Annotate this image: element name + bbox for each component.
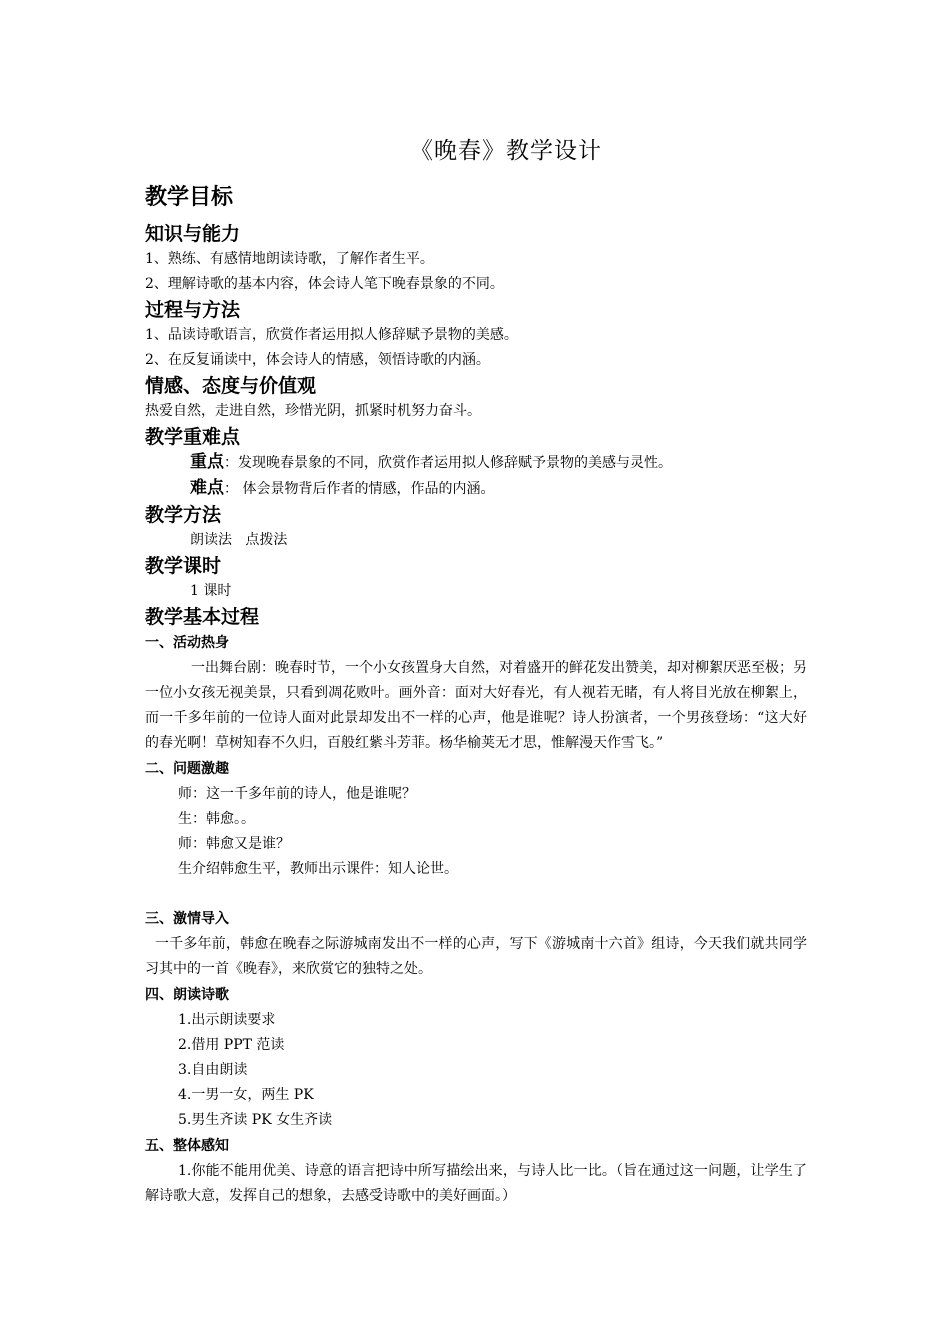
process-method-item: 1、品读诗歌语言，欣赏作者运用拟人修辞赋予景物的美感。 <box>145 327 518 343</box>
document-title: 《晚春》教学设计 <box>410 138 602 164</box>
section-heading: 五、整体感知 <box>145 1138 229 1154</box>
section-paragraph: 一千多年前，韩愈在晚春之际游城南发出不一样的心声，写下《游城南十六首》组诗，今天我们就共同学习其中的一首《晚春》，来欣赏它的独特之处。 <box>145 936 807 977</box>
keypoints-heading: 教学重难点 <box>145 426 241 448</box>
document-content <box>145 132 807 1209</box>
dialog-line: 师：韩愈又是谁？ <box>178 836 290 852</box>
dialog-line: 生：韩愈。。 <box>178 811 255 827</box>
method-text: 朗读法 点拨法 <box>190 532 288 548</box>
process-method-heading: 过程与方法 <box>145 299 241 321</box>
reading-step: 3.自由朗读 <box>178 1062 248 1078</box>
section-heading: 二、问题激趣 <box>145 761 229 777</box>
process-main-heading: 教学基本过程 <box>145 606 260 628</box>
hours-text: 1 课时 <box>190 583 232 599</box>
reading-step: 2.借用 PPT 范读 <box>178 1037 285 1053</box>
goals-heading: 教学目标 <box>145 185 234 210</box>
spacer <box>145 882 807 906</box>
process-method-item: 2、在反复诵读中，体会诗人的情感，领悟诗歌的内涵。 <box>145 352 490 368</box>
section-paragraph: 1.你能不能用优美、诗意的语言把诗中所写描绘出来，与诗人比一比。（旨在通过这一问题，让学生了解诗歌大意，发挥自己的想象，去感受诗歌中的美好画面。） <box>145 1163 807 1204</box>
method-heading: 教学方法 <box>145 504 222 526</box>
difficult-point-label: 难点 <box>190 478 224 498</box>
emotion-heading: 情感、态度与价值观 <box>145 375 317 397</box>
reading-step: 1.出示朗读要求 <box>178 1012 276 1028</box>
section-heading: 四、朗读诗歌 <box>145 987 229 1003</box>
difficult-point <box>145 476 807 502</box>
knowledge-item: 2、理解诗歌的基本内容，体会诗人笔下晚春景象的不同。 <box>145 276 504 292</box>
emotion-text: 热爱自然，走进自然，珍惜光阴，抓紧时机努力奋斗。 <box>145 403 481 419</box>
section-paragraph: 一出舞台剧：晚春时节，一个小女孩置身大自然，对着盛开的鲜花发出赞美，却对柳絮厌恶至极；另一位小女孩无视美景，只看到凋花败叶。画外音：面对大好春光，有人视若无睹，有人将目光放在柳絮上，而一千多年前的一位诗人面对此景却发出不一样的心声，他是谁呢？诗人扮演者，一个男孩登场：“这大好的春光啊！草树知春不久归，百般红紫斗芳菲。杨华榆荚无才思，惟解漫天作雪飞。” <box>145 660 807 751</box>
knowledge-item: 1、熟练、有感情地朗读诗歌，了解作者生平。 <box>145 251 434 267</box>
dialog-line: 生介绍韩愈生平，教师出示课件：知人论世。 <box>178 861 458 877</box>
dialog-line: 师：这一千多年前的诗人，他是谁呢？ <box>178 786 416 802</box>
hours-heading: 教学课时 <box>145 555 222 577</box>
reading-step: 5.男生齐读 PK 女生齐读 <box>178 1112 333 1128</box>
key-point <box>145 450 807 476</box>
key-point-label: 重点 <box>190 452 224 472</box>
section-heading: 一、活动热身 <box>145 635 229 651</box>
key-point-text: ：发现晚春景象的不同，欣赏作者运用拟人修辞赋予景物的美感与灵性。 <box>224 455 672 471</box>
difficult-point-text: ： 体会景物背后作者的情感，作品的内涵。 <box>224 481 495 497</box>
reading-step: 4.一男一女，两生 PK <box>178 1087 314 1103</box>
section-heading: 三、激情导入 <box>145 911 229 927</box>
knowledge-heading: 知识与能力 <box>145 223 241 245</box>
